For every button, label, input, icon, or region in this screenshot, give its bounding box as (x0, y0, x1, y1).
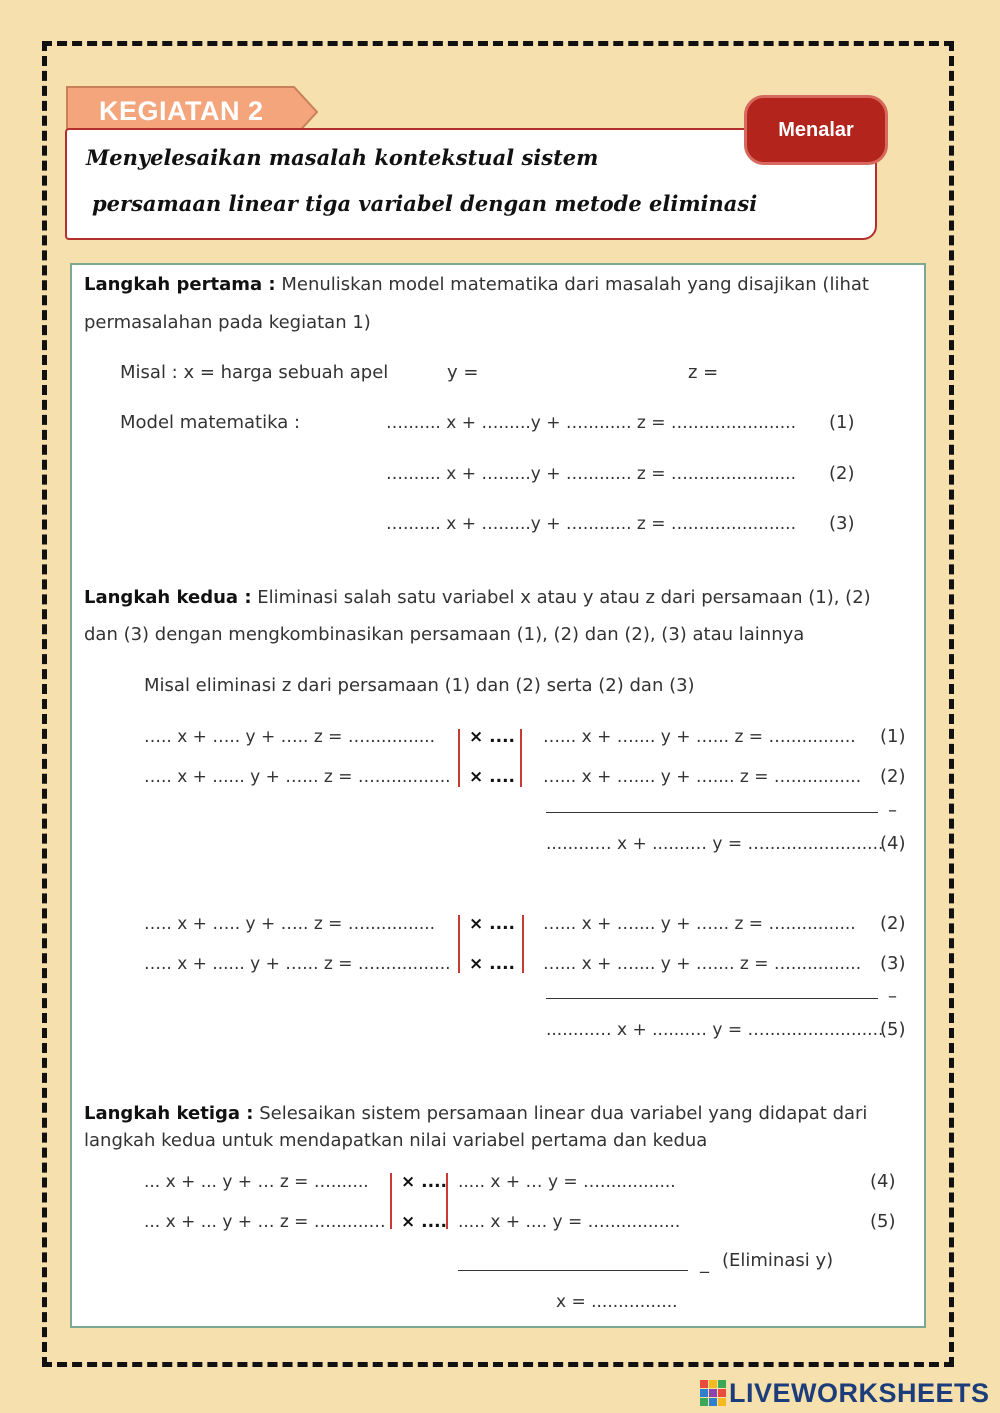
b2-left-eq-2[interactable]: ….. x + ...... y + …... z = ….............. (144, 954, 451, 974)
b2-right-eq-2[interactable]: …... x + ….... y + ….... z = …............. (543, 954, 862, 974)
logo-text: LIVEWORKSHEETS (729, 1377, 990, 1408)
misal-z: z = (688, 362, 719, 383)
b2-mult-1[interactable]: × .... (469, 914, 515, 934)
s3-num-1: (4) (870, 1171, 896, 1192)
s3-bracket-left (390, 1173, 392, 1229)
misal-y: y = (447, 362, 479, 383)
b1-left-eq-2[interactable]: ….. x + ...... y + …... z = ….............. (144, 767, 451, 787)
model-label: Model matematika : (120, 412, 301, 433)
model-equation-3-num: (3) (829, 513, 855, 534)
s3-mult-1[interactable]: × .... (401, 1172, 447, 1192)
model-equation-2-num: (2) (829, 463, 855, 484)
b2-right-eq-1[interactable]: …... x + ….... y + …... z = …............. (543, 914, 856, 934)
b1-left-eq-1[interactable]: ….. x + ….. y + ….. z = …............. (144, 727, 436, 747)
b1-mult-1[interactable]: × .... (469, 727, 515, 747)
step2-text-a: Eliminasi salah satu variabel x atau y atau z dari persamaan (1), (2) (257, 587, 871, 608)
b2-minus: – (888, 986, 897, 1007)
step2-text-b: dan (3) dengan mengkombinasikan persamaan (1), (2) dan (2), (3) atau lainnya (84, 624, 805, 645)
title-line-1: Menyelesaikan masalah kontekstual sistem (86, 145, 599, 170)
menalar-badge: Menalar (744, 95, 888, 165)
model-equation-1-num: (1) (829, 412, 855, 433)
b1-bracket-left (458, 729, 460, 787)
s3-subtract-line (458, 1270, 688, 1271)
b1-bracket-right (520, 729, 522, 787)
b1-right-eq-2[interactable]: …... x + ….... y + ….... z = …............. (543, 767, 862, 787)
b1-right-eq-1[interactable]: …... x + ….... y + …... z = …............. (543, 727, 856, 747)
step1-text-a: Menuliskan model matematika dari masalah yang disajikan (lihat (281, 274, 869, 295)
misal-x: Misal : x = harga sebuah apel (120, 362, 389, 383)
b2-num-1: (2) (880, 913, 906, 934)
step3-text-a: Selesaikan sistem persamaan linear dua variabel yang didapat dari (259, 1103, 868, 1124)
b2-mult-2[interactable]: × .... (469, 954, 515, 974)
s3-x-result[interactable]: x = ................ (556, 1292, 678, 1312)
model-equation-3[interactable]: …....... x + …......y + …......... z = ….................... (386, 514, 796, 534)
b2-left-eq-1[interactable]: ….. x + ….. y + ….. z = …............. (144, 914, 436, 934)
s3-mult-2[interactable]: × .... (401, 1212, 447, 1232)
step1-text-b: permasalahan pada kegiatan 1) (84, 312, 371, 333)
b1-result-num: (4) (880, 833, 906, 854)
model-equation-2[interactable]: …....... x + …......y + …......... z = ….................... (386, 464, 796, 484)
s3-num-2: (5) (870, 1211, 896, 1232)
title-line-2: persamaan linear tiga variabel dengan metode eliminasi (92, 191, 758, 216)
b1-minus: – (888, 800, 897, 821)
b2-result[interactable]: .........… x + .......… y = …...................... (546, 1020, 884, 1040)
liveworksheets-logo (700, 1378, 990, 1408)
b1-num-1: (1) (880, 726, 906, 747)
step3-line-a (84, 1103, 867, 1124)
s3-elim-note: (Eliminasi y) (722, 1250, 834, 1271)
s3-right-eq-2[interactable]: ..... x + .... y = ….............. (458, 1212, 681, 1232)
s3-right-eq-1[interactable]: ..... x + … y = ….............. (458, 1172, 676, 1192)
b1-num-2: (2) (880, 766, 906, 787)
b2-bracket-right (522, 915, 524, 973)
b2-bracket-left (458, 915, 460, 973)
step2-misal: Misal eliminasi z dari persamaan (1) dan (2) serta (2) dan (3) (144, 675, 695, 696)
model-equation-1[interactable]: …....... x + …......y + …......... z = ….................... (386, 413, 796, 433)
step2-heading: Langkah kedua : (84, 587, 252, 608)
logo-blocks-icon (700, 1380, 726, 1406)
step1-heading: Langkah pertama : (84, 274, 276, 295)
b1-result[interactable]: .........… x + .......… y = …...................... (546, 834, 884, 854)
b1-mult-2[interactable]: × .... (469, 767, 515, 787)
step1-line-a (84, 274, 869, 295)
s3-left-eq-2[interactable]: ... x + ... y + … z = ….......… (144, 1212, 386, 1232)
s3-minus: _ (700, 1253, 709, 1274)
b2-num-2: (3) (880, 953, 906, 974)
b2-result-num: (5) (880, 1019, 906, 1040)
step2-line-a (84, 587, 871, 608)
s3-left-eq-1[interactable]: ... x + ... y + … z = …....... (144, 1172, 369, 1192)
b2-subtract-line (546, 998, 878, 999)
b1-subtract-line (546, 812, 878, 813)
activity-tag-label: KEGIATAN 2 (99, 96, 264, 126)
step3-heading: Langkah ketiga : (84, 1103, 254, 1124)
step3-text-b: langkah kedua untuk mendapatkan nilai variabel pertama dan kedua (84, 1130, 708, 1151)
